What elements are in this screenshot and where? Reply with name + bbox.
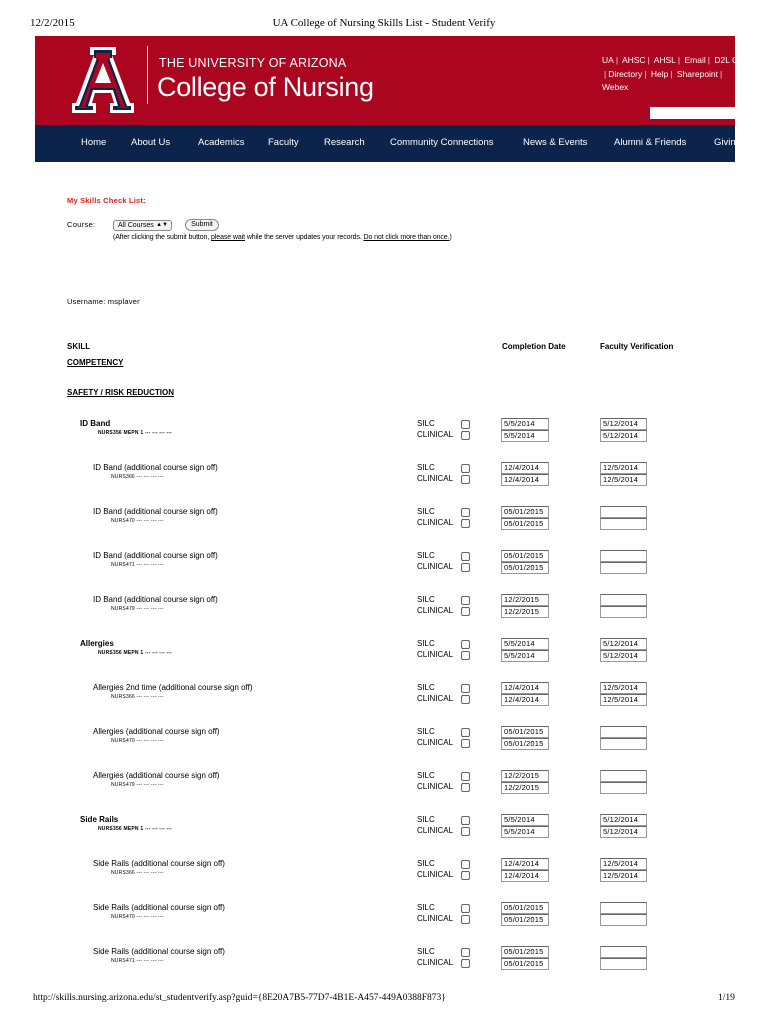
silc-completion-date-field[interactable]: 5/5/2014 <box>501 638 549 650</box>
clinical-faculty-verification-field[interactable]: 12/5/2014 <box>600 870 647 882</box>
college-name[interactable]: College of Nursing <box>157 72 374 102</box>
util-link-d2l[interactable]: D2L C <box>714 55 739 65</box>
silc-label: SILC <box>417 947 435 956</box>
silc-checkbox[interactable] <box>461 508 470 517</box>
util-link-ahsl[interactable]: AHSL <box>653 55 676 65</box>
util-link-webex[interactable]: Webex <box>602 82 629 92</box>
clinical-faculty-verification-field[interactable]: 5/12/2014 <box>600 826 647 838</box>
note-text-2: while the server updates your records. <box>244 234 364 241</box>
skill-course-code: NURS479 --- --- --- --- <box>111 606 164 612</box>
silc-faculty-verification-field[interactable]: 12/5/2014 <box>600 858 647 870</box>
select-arrows-icon: ▲▼ <box>156 222 168 228</box>
clinical-checkbox[interactable] <box>461 959 470 968</box>
clinical-faculty-verification-field[interactable] <box>600 606 647 618</box>
header-completion-date: Completion Date <box>502 342 566 351</box>
silc-checkbox[interactable] <box>461 420 470 429</box>
skill-name: Side Rails (additional course sign off) <box>93 859 225 868</box>
clinical-faculty-verification-field[interactable]: 12/5/2014 <box>600 694 647 706</box>
silc-faculty-verification-field[interactable] <box>600 550 647 562</box>
search-input[interactable] <box>650 107 750 119</box>
silc-completion-date-field[interactable]: 05/01/2015 <box>501 946 549 958</box>
skill-row <box>0 859 768 887</box>
clinical-label: CLINICAL <box>417 958 454 967</box>
silc-faculty-verification-field[interactable] <box>600 770 647 782</box>
clinical-faculty-verification-field[interactable] <box>600 562 647 574</box>
clinical-faculty-verification-field[interactable]: 5/12/2014 <box>600 650 647 662</box>
skill-course-code: NURS356 MEPN 1 --- --- --- --- <box>98 430 173 436</box>
skill-course-code: NURS470 --- --- --- --- <box>111 738 164 744</box>
silc-faculty-verification-field[interactable]: 5/12/2014 <box>600 418 647 430</box>
print-date: 12/2/2015 <box>30 17 75 29</box>
clinical-label: CLINICAL <box>417 562 454 571</box>
clinical-completion-date-field[interactable]: 12/2/2015 <box>501 606 549 618</box>
silc-faculty-verification-field[interactable] <box>600 594 647 606</box>
util-link-directory[interactable]: Directory <box>608 68 643 79</box>
silc-checkbox[interactable] <box>461 772 470 781</box>
nav-news-events[interactable]: News & Events <box>523 137 588 148</box>
silc-label: SILC <box>417 771 435 780</box>
clinical-label: CLINICAL <box>417 870 454 879</box>
university-logo-icon[interactable] <box>70 45 136 115</box>
silc-label: SILC <box>417 683 435 692</box>
main-nav <box>35 125 735 162</box>
university-name: THE UNIVERSITY OF ARIZONA <box>159 56 347 70</box>
clinical-label: CLINICAL <box>417 474 454 483</box>
logo-divider <box>147 46 148 104</box>
silc-label: SILC <box>417 639 435 648</box>
clinical-label: CLINICAL <box>417 518 454 527</box>
clinical-completion-date-field[interactable]: 12/4/2014 <box>501 694 549 706</box>
clinical-label: CLINICAL <box>417 738 454 747</box>
clinical-checkbox[interactable] <box>461 651 470 660</box>
silc-checkbox[interactable] <box>461 464 470 473</box>
note-text-1: (After clicking the submit button, <box>113 234 212 241</box>
clinical-completion-date-field[interactable]: 05/01/2015 <box>501 562 549 574</box>
silc-faculty-verification-field[interactable] <box>600 506 647 518</box>
clinical-label: CLINICAL <box>417 694 454 703</box>
clinical-completion-date-field[interactable]: 5/5/2014 <box>501 826 549 838</box>
utility-row-2: | Directory | Help | Sharepoint | <box>604 68 723 79</box>
silc-checkbox[interactable] <box>461 684 470 693</box>
clinical-faculty-verification-field[interactable]: 12/5/2014 <box>600 474 647 486</box>
skill-row <box>0 595 768 623</box>
skill-course-code: NURS366 --- --- --- --- <box>111 694 164 700</box>
clinical-completion-date-field[interactable]: 12/4/2014 <box>501 870 549 882</box>
clinical-checkbox[interactable] <box>461 519 470 528</box>
print-page-number: 1/19 <box>718 993 735 1003</box>
print-url: http://skills.nursing.arizona.edu/st_studentverify.asp?guid={8E20A7B5-77D7-4B1E-A457-449A0388F873} <box>33 993 446 1003</box>
nav-community-connections[interactable]: Community Connections <box>390 137 494 148</box>
clinical-completion-date-field[interactable]: 5/5/2014 <box>501 430 549 442</box>
skill-name: ID Band (additional course sign off) <box>93 551 218 560</box>
silc-checkbox[interactable] <box>461 640 470 649</box>
skill-row <box>0 947 768 975</box>
skill-row <box>0 815 768 843</box>
clinical-faculty-verification-field[interactable] <box>600 958 647 970</box>
silc-faculty-verification-field[interactable] <box>600 902 647 914</box>
silc-completion-date-field[interactable]: 12/2/2015 <box>501 594 549 606</box>
silc-checkbox[interactable] <box>461 596 470 605</box>
clinical-completion-date-field[interactable]: 5/5/2014 <box>501 650 549 662</box>
username-label: Username: msplaver <box>67 297 140 306</box>
silc-label: SILC <box>417 419 435 428</box>
skill-name: Side Rails <box>80 815 119 824</box>
silc-checkbox[interactable] <box>461 904 470 913</box>
clinical-checkbox[interactable] <box>461 607 470 616</box>
clinical-faculty-verification-field[interactable] <box>600 738 647 750</box>
clinical-label: CLINICAL <box>417 430 454 439</box>
skill-name: ID Band (additional course sign off) <box>93 595 218 604</box>
clinical-checkbox[interactable] <box>461 475 470 484</box>
clinical-completion-date-field[interactable]: 05/01/2015 <box>501 518 549 530</box>
silc-faculty-verification-field[interactable] <box>600 946 647 958</box>
silc-completion-date-field[interactable]: 5/5/2014 <box>501 814 549 826</box>
skill-course-code: NURS470 --- --- --- --- <box>111 914 164 920</box>
silc-faculty-verification-field[interactable] <box>600 726 647 738</box>
util-link-help[interactable]: Help <box>650 68 669 79</box>
clinical-completion-date-field[interactable]: 05/01/2015 <box>501 738 549 750</box>
skill-row <box>0 727 768 755</box>
utility-row-1: UA | AHSC | AHSL | Email | D2L C <box>602 55 739 65</box>
clinical-completion-date-field[interactable]: 05/01/2015 <box>501 914 549 926</box>
clinical-completion-date-field[interactable]: 05/01/2015 <box>501 958 549 970</box>
skill-name: Side Rails (additional course sign off) <box>93 947 225 956</box>
silc-label: SILC <box>417 903 435 912</box>
skill-row <box>0 903 768 931</box>
skill-name: Allergies 2nd time (additional course sign off) <box>93 683 253 692</box>
nav-giving[interactable]: Givin <box>714 137 736 148</box>
silc-label: SILC <box>417 815 435 824</box>
silc-completion-date-field[interactable]: 12/4/2014 <box>501 462 549 474</box>
skill-course-code: NURS471 --- --- --- --- <box>111 562 164 568</box>
clinical-completion-date-field[interactable]: 12/2/2015 <box>501 782 549 794</box>
skill-name: ID Band (additional course sign off) <box>93 507 218 516</box>
clinical-faculty-verification-field[interactable]: 5/12/2014 <box>600 430 647 442</box>
silc-completion-date-field[interactable]: 05/01/2015 <box>501 902 549 914</box>
clinical-checkbox[interactable] <box>461 431 470 440</box>
site-banner <box>35 36 739 125</box>
print-header <box>0 17 768 31</box>
header-competency: COMPETENCY <box>67 358 124 367</box>
silc-faculty-verification-field[interactable]: 12/5/2014 <box>600 462 647 474</box>
skill-row <box>0 419 768 447</box>
silc-completion-date-field[interactable]: 12/4/2014 <box>501 858 549 870</box>
silc-completion-date-field[interactable]: 05/01/2015 <box>501 726 549 738</box>
nav-about-us[interactable]: About Us <box>131 137 171 148</box>
submit-button[interactable]: Submit <box>185 219 219 231</box>
skill-row <box>0 683 768 711</box>
nav-academics[interactable]: Academics <box>198 137 245 148</box>
skill-name: Allergies (additional course sign off) <box>93 771 220 780</box>
clinical-checkbox[interactable] <box>461 563 470 572</box>
skill-course-code: NURS366 --- --- --- --- <box>111 870 164 876</box>
note-please-wait: please wait <box>211 234 245 241</box>
nav-faculty[interactable]: Faculty <box>268 137 299 148</box>
skill-row <box>0 771 768 799</box>
course-label: Course: <box>67 220 96 229</box>
silc-label: SILC <box>417 463 435 472</box>
silc-label: SILC <box>417 727 435 736</box>
utility-row-3 <box>602 81 742 95</box>
nav-alumni-friends[interactable]: Alumni & Friends <box>614 137 687 148</box>
header-skill: SKILL <box>67 342 91 351</box>
section-safety-risk-reduction: SAFETY / RISK REDUCTION <box>67 388 174 397</box>
clinical-checkbox[interactable] <box>461 827 470 836</box>
skill-row <box>0 639 768 667</box>
skill-course-code: NURS470 --- --- --- --- <box>111 518 164 524</box>
clinical-checkbox[interactable] <box>461 739 470 748</box>
header-faculty-verification: Faculty Verification <box>600 342 674 351</box>
silc-completion-date-field[interactable]: 05/01/2015 <box>501 550 549 562</box>
skills-checklist-title: My Skills Check List: <box>67 196 146 205</box>
skill-course-code: NURS471 --- --- --- --- <box>111 958 164 964</box>
skill-course-code: NURS356 MEPN 1 --- --- --- --- <box>98 826 173 832</box>
clinical-faculty-verification-field[interactable] <box>600 914 647 926</box>
skill-name: ID Band (additional course sign off) <box>93 463 218 472</box>
silc-faculty-verification-field[interactable]: 5/12/2014 <box>600 638 647 650</box>
skill-row <box>0 507 768 535</box>
silc-completion-date-field[interactable]: 12/2/2015 <box>501 770 549 782</box>
silc-faculty-verification-field[interactable]: 12/5/2014 <box>600 682 647 694</box>
clinical-label: CLINICAL <box>417 914 454 923</box>
silc-completion-date-field[interactable]: 5/5/2014 <box>501 418 549 430</box>
skill-name: Allergies <box>80 639 114 648</box>
skill-course-code: NURS366 --- --- --- --- <box>111 474 164 480</box>
clinical-checkbox[interactable] <box>461 915 470 924</box>
skill-row <box>0 551 768 579</box>
silc-faculty-verification-field[interactable]: 5/12/2014 <box>600 814 647 826</box>
utility-links <box>602 54 742 95</box>
course-select-value: All Courses <box>118 222 154 229</box>
skill-row <box>0 463 768 491</box>
skill-name: Allergies (additional course sign off) <box>93 727 220 736</box>
clinical-label: CLINICAL <box>417 782 454 791</box>
silc-completion-date-field[interactable]: 05/01/2015 <box>501 506 549 518</box>
silc-label: SILC <box>417 507 435 516</box>
silc-completion-date-field[interactable]: 12/4/2014 <box>501 682 549 694</box>
silc-checkbox[interactable] <box>461 552 470 561</box>
print-title: UA College of Nursing Skills List - Student Verify <box>272 17 496 29</box>
silc-checkbox[interactable] <box>461 860 470 869</box>
util-link-ua[interactable]: UA <box>602 55 614 65</box>
clinical-completion-date-field[interactable]: 12/4/2014 <box>501 474 549 486</box>
silc-checkbox[interactable] <box>461 728 470 737</box>
silc-label: SILC <box>417 551 435 560</box>
skill-name: Side Rails (additional course sign off) <box>93 903 225 912</box>
note-text-3: ) <box>449 234 452 241</box>
skill-course-code: NURS356 MEPN 1 --- --- --- --- <box>98 650 173 656</box>
note-do-not-click: Do not click more than once. <box>363 234 450 241</box>
util-link-email[interactable]: Email <box>684 55 706 65</box>
clinical-label: CLINICAL <box>417 606 454 615</box>
skill-name: ID Band <box>80 419 111 428</box>
clinical-checkbox[interactable] <box>461 783 470 792</box>
skill-course-code: NURS479 --- --- --- --- <box>111 782 164 788</box>
silc-checkbox[interactable] <box>461 948 470 957</box>
silc-label: SILC <box>417 595 435 604</box>
clinical-label: CLINICAL <box>417 826 454 835</box>
util-link-ahsc[interactable]: AHSC <box>621 55 646 65</box>
nav-home[interactable]: Home <box>81 137 107 148</box>
nav-research[interactable]: Research <box>324 137 365 148</box>
clinical-faculty-verification-field[interactable] <box>600 518 647 530</box>
course-select[interactable] <box>113 220 172 231</box>
clinical-checkbox[interactable] <box>461 695 470 704</box>
clinical-faculty-verification-field[interactable] <box>600 782 647 794</box>
silc-label: SILC <box>417 859 435 868</box>
clinical-label: CLINICAL <box>417 650 454 659</box>
silc-checkbox[interactable] <box>461 816 470 825</box>
clinical-checkbox[interactable] <box>461 871 470 880</box>
util-link-sharepoint[interactable]: Sharepoint <box>676 68 719 79</box>
submit-note <box>113 234 452 241</box>
